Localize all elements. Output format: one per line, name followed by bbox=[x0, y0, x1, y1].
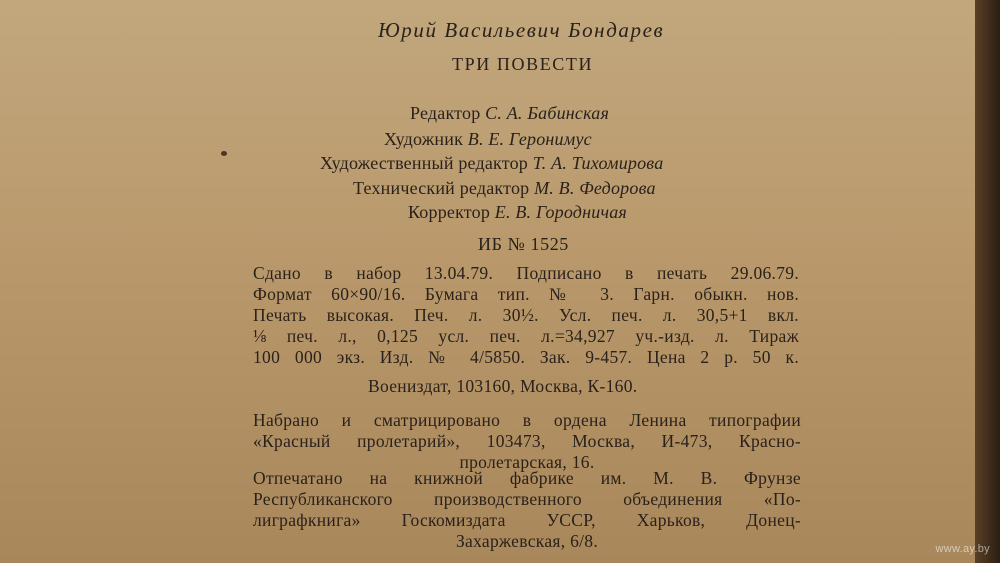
specs-line: Формат 60×90/16. Бумага тип. № 3. Гарн. обыкн. нов. bbox=[253, 284, 799, 304]
credit-proofreader bbox=[408, 202, 627, 222]
credit-role: Редактор bbox=[410, 103, 481, 123]
credit-art-editor bbox=[320, 153, 663, 173]
credit-role: Технический редактор bbox=[353, 178, 530, 198]
printed-line: Захаржевская, 6/8. bbox=[455, 531, 599, 551]
credit-person: С. А. Бабинская bbox=[485, 103, 610, 123]
specs-line: 100 000 экз. Изд. № 4/5850. Зак. 9-457. Цена 2 р. 50 к. bbox=[253, 347, 799, 367]
author-name: Юрий Васильевич Бондарев bbox=[378, 18, 665, 42]
printing-info bbox=[253, 468, 801, 552]
ink-spot bbox=[221, 151, 227, 156]
credit-technical-editor bbox=[353, 178, 656, 198]
book-title: ТРИ ПОВЕСТИ bbox=[452, 54, 594, 74]
typeset-line: пролетарская, 16. bbox=[459, 452, 595, 472]
credit-editor bbox=[410, 103, 609, 123]
credit-person: М. В. Федорова bbox=[534, 178, 656, 198]
typeset-line: «Красный пролетарий», 103473, Москва, И-473, Красно- bbox=[253, 431, 801, 451]
credit-role: Корректор bbox=[408, 202, 491, 222]
credit-artist bbox=[384, 129, 592, 149]
typeset-line: Набрано и сматрицировано в ордена Ленина типографии bbox=[253, 410, 801, 430]
printed-line: лиграфкнига» Госкомиздата УССР, Харьков, Донец- bbox=[253, 510, 801, 530]
page-edge-shadow bbox=[975, 0, 1000, 563]
publisher-address: Воениздат, 103160, Москва, К-160. bbox=[368, 376, 638, 396]
print-specifications bbox=[253, 263, 799, 368]
typeset-info bbox=[253, 410, 801, 473]
credit-person: В. Е. Геронимус bbox=[467, 129, 592, 149]
specs-line: Печать высокая. Печ. л. 30½. Усл. печ. л. 30,5+1 вкл. bbox=[253, 305, 799, 325]
specs-line: ⅛ печ. л., 0,125 усл. печ. л.=34,927 уч.-изд. л. Тираж bbox=[253, 326, 799, 346]
printed-line: Республиканского производственного объединения «По- bbox=[253, 489, 801, 509]
specs-line: Сдано в набор 13.04.79. Подписано в печать 29.06.79. bbox=[253, 263, 799, 283]
credit-person: Е. В. Городничая bbox=[494, 202, 627, 222]
credit-role: Художественный редактор bbox=[320, 153, 528, 173]
credit-role: Художник bbox=[384, 129, 464, 149]
ib-number: ИБ № 1525 bbox=[478, 234, 569, 254]
site-watermark: www.ay.by bbox=[935, 543, 990, 555]
printed-line: Отпечатано на книжной фабрике им. М. В. Фрунзе bbox=[253, 468, 801, 488]
credit-person: Т. А. Тихомирова bbox=[532, 153, 664, 173]
